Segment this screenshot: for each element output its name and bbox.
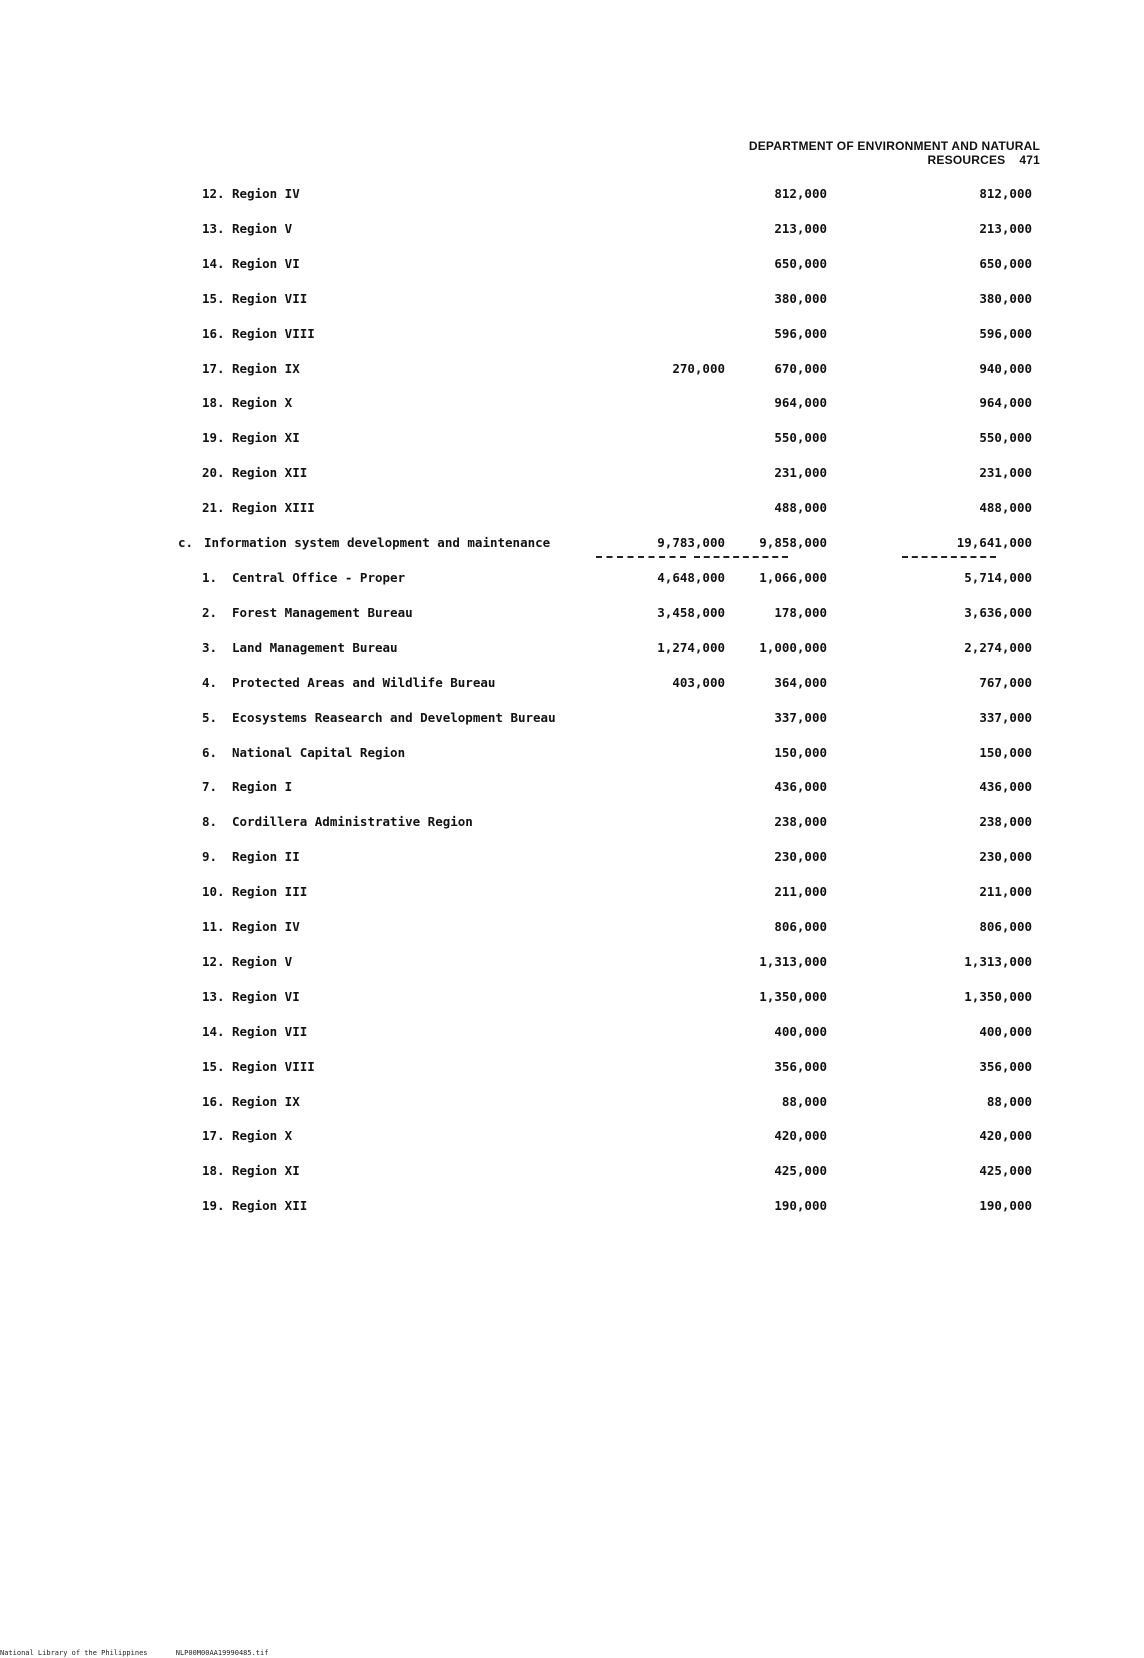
row-label: Region VI	[232, 255, 300, 271]
row-label: Region IX	[232, 360, 300, 376]
amount-col-2: 356,000	[774, 1058, 827, 1074]
table-row	[0, 1056, 1144, 1078]
amount-total: 400,000	[979, 1023, 1032, 1039]
table-row	[0, 1091, 1144, 1113]
amount-total: 88,000	[986, 1093, 1032, 1109]
row-number: 13.	[202, 988, 225, 1004]
table-row	[0, 567, 1144, 589]
total-rule	[596, 556, 686, 558]
amount-col-2: 337,000	[774, 709, 827, 725]
amount-total: 1,350,000	[964, 988, 1032, 1004]
row-label: Central Office - Proper	[232, 570, 406, 585]
amount-col-2: 1,350,000	[759, 988, 827, 1004]
table-row	[0, 776, 1144, 798]
amount-col-2: 436,000	[774, 779, 827, 795]
amount-col-2: 238,000	[774, 814, 827, 830]
amount-col-2: 596,000	[774, 325, 827, 341]
row-number: 17.	[202, 360, 225, 376]
amount-total: 425,000	[979, 1163, 1032, 1179]
page-number: 471	[1019, 153, 1040, 167]
row-number: 19.	[202, 430, 225, 446]
table-row	[0, 218, 1144, 240]
amount-col-2: 211,000	[774, 884, 827, 900]
row-label: Region VII	[232, 1023, 308, 1039]
row-number: 11.	[202, 919, 225, 934]
table-row	[0, 323, 1144, 345]
table-row	[0, 1021, 1144, 1043]
row-number: 5.	[202, 709, 218, 725]
row-label: Region VIII	[232, 1058, 315, 1074]
table-row	[0, 602, 1144, 624]
row-number: 7.	[202, 779, 218, 795]
row-number: 16.	[202, 325, 225, 341]
table-row	[0, 846, 1144, 868]
row-number: 10.	[202, 884, 225, 900]
row-number: 19.	[202, 1198, 225, 1214]
amount-total: 436,000	[979, 779, 1032, 795]
amount-total: 337,000	[979, 709, 1032, 725]
amount-col-2: 380,000	[774, 290, 827, 306]
amount-total: 211,000	[979, 884, 1032, 900]
row-number: 12.	[202, 953, 225, 969]
amount-col-2: 231,000	[774, 465, 827, 481]
row-number: 21.	[202, 500, 225, 516]
table-row	[0, 1195, 1144, 1217]
row-label: Region XIII	[232, 500, 315, 516]
table-row	[0, 253, 1144, 275]
row-label: Region V	[232, 220, 293, 236]
amount-col-2: 650,000	[774, 255, 827, 271]
amount-col-2: 178,000	[774, 604, 827, 620]
amount-col-2: 150,000	[774, 744, 827, 760]
scan-footer	[0, 1649, 292, 1657]
row-number: 18.	[202, 1163, 225, 1179]
table-row	[0, 497, 1144, 519]
total-rule	[902, 556, 996, 558]
row-label: Land Management Bureau	[232, 639, 398, 655]
table-row	[0, 742, 1144, 764]
amount-col-1: 270,000	[672, 360, 725, 376]
table-row	[0, 1125, 1144, 1147]
row-label: Region II	[232, 849, 300, 865]
amount-total: 190,000	[979, 1198, 1032, 1214]
table-row	[0, 358, 1144, 380]
row-number: 4.	[202, 674, 218, 690]
table-row	[0, 462, 1144, 484]
row-label: Region XII	[232, 1198, 308, 1214]
amount-total: 356,000	[979, 1058, 1032, 1074]
amount-col-2: 1,066,000	[759, 570, 827, 585]
amount-col-2: 88,000	[781, 1093, 827, 1109]
row-number: 18.	[202, 395, 225, 411]
amount-total: 964,000	[979, 395, 1032, 411]
amount-total: 213,000	[979, 220, 1032, 236]
amount-total: 420,000	[979, 1128, 1032, 1144]
amount-col-2: 812,000	[774, 186, 827, 201]
row-label: Protected Areas and Wildlife Bureau	[232, 674, 496, 690]
amount-col-2: 425,000	[774, 1163, 827, 1179]
table-row	[0, 637, 1144, 659]
amount-col-2: 400,000	[774, 1023, 827, 1039]
row-number: 3.	[202, 639, 218, 655]
amount-col-2: 488,000	[774, 500, 827, 516]
row-number: 1.	[202, 570, 218, 585]
amount-total: 488,000	[979, 500, 1032, 516]
row-number: 14.	[202, 255, 225, 271]
row-label: Region X	[232, 1128, 293, 1144]
row-label: Region X	[232, 395, 293, 411]
row-label: Region VI	[232, 988, 300, 1004]
amount-total: 231,000	[979, 465, 1032, 481]
department-title: DEPARTMENT OF ENVIRONMENT AND NATURAL RESOURCES	[748, 139, 1040, 167]
amount-col-2: 9,858,000	[759, 535, 827, 550]
row-label: Forest Management Bureau	[232, 604, 413, 620]
amount-total: 238,000	[979, 814, 1032, 830]
row-label: Region IV	[232, 919, 300, 934]
amount-total: 806,000	[979, 919, 1032, 934]
amount-col-2: 806,000	[774, 919, 827, 934]
row-label: Region XII	[232, 465, 308, 481]
amount-col-2: 420,000	[774, 1128, 827, 1144]
amount-col-2: 1,000,000	[759, 639, 827, 655]
row-label: Region V	[232, 953, 293, 969]
amount-col-2: 670,000	[774, 360, 827, 376]
footer-file: NLP00M00AA19990485.tif	[175, 1649, 269, 1657]
table-row	[0, 672, 1144, 694]
table-row	[0, 951, 1144, 973]
row-label: Region VIII	[232, 325, 315, 341]
row-number: 9.	[202, 849, 218, 865]
amount-total: 380,000	[979, 290, 1032, 306]
amount-total: 150,000	[979, 744, 1032, 760]
amount-total: 550,000	[979, 430, 1032, 446]
amount-col-1: 3,458,000	[657, 604, 725, 620]
amount-col-2: 1,313,000	[759, 953, 827, 969]
row-label: Region IV	[232, 186, 300, 201]
row-number: 14.	[202, 1023, 225, 1039]
amount-total: 767,000	[979, 674, 1032, 690]
amount-col-2: 364,000	[774, 674, 827, 690]
row-number: 6.	[202, 744, 218, 760]
row-number: 20.	[202, 465, 225, 481]
row-number: 12.	[202, 186, 225, 201]
row-label: Region XI	[232, 1163, 300, 1179]
amount-col-2: 964,000	[774, 395, 827, 411]
amount-col-2: 190,000	[774, 1198, 827, 1214]
row-label: Region VII	[232, 290, 308, 306]
table-row	[0, 986, 1144, 1008]
table-row	[0, 881, 1144, 903]
amount-total: 19,641,000	[956, 535, 1032, 550]
footer-library: National Library of the Philippines	[0, 1649, 148, 1657]
amount-total: 5,714,000	[964, 570, 1032, 585]
row-label: Ecosystems Reasearch and Development Bureau	[232, 709, 556, 725]
amount-col-2: 230,000	[774, 849, 827, 865]
amount-col-1: 1,274,000	[657, 639, 725, 655]
amount-total: 230,000	[979, 849, 1032, 865]
amount-col-1: 403,000	[672, 674, 725, 690]
amount-total: 3,636,000	[964, 604, 1032, 620]
row-number: 8.	[202, 814, 218, 830]
amount-col-1: 9,783,000	[657, 535, 725, 550]
amount-col-2: 550,000	[774, 430, 827, 446]
row-label: National Capital Region	[232, 744, 406, 760]
table-row	[0, 1160, 1144, 1182]
row-label: Cordillera Administrative Region	[232, 814, 473, 830]
table-row	[0, 916, 1144, 938]
amount-col-1: 4,648,000	[657, 570, 725, 585]
table-row	[0, 427, 1144, 449]
row-label: Region I	[232, 779, 293, 795]
amount-total: 940,000	[979, 360, 1032, 376]
table-row	[0, 707, 1144, 729]
amount-total: 650,000	[979, 255, 1032, 271]
row-number: 13.	[202, 220, 225, 236]
table-row	[0, 811, 1144, 833]
section-row	[0, 532, 1144, 554]
row-number: 2.	[202, 604, 218, 620]
table-row	[0, 183, 1144, 205]
amount-total: 812,000	[979, 186, 1032, 201]
amount-total: 1,313,000	[964, 953, 1032, 969]
table-row	[0, 288, 1144, 310]
amount-total: 2,274,000	[964, 639, 1032, 655]
row-label: Region IX	[232, 1093, 300, 1109]
row-label: Information system development and maintenance	[204, 535, 551, 550]
row-label: Region XI	[232, 430, 300, 446]
row-number: 15.	[202, 1058, 225, 1074]
row-number: 15.	[202, 290, 225, 306]
row-label: Region III	[232, 884, 308, 900]
amount-col-2: 213,000	[774, 220, 827, 236]
row-number: 16.	[202, 1093, 225, 1109]
row-number: 17.	[202, 1128, 225, 1144]
amount-total: 596,000	[979, 325, 1032, 341]
row-number: c.	[178, 535, 194, 550]
table-row	[0, 392, 1144, 414]
total-rule	[694, 556, 788, 558]
